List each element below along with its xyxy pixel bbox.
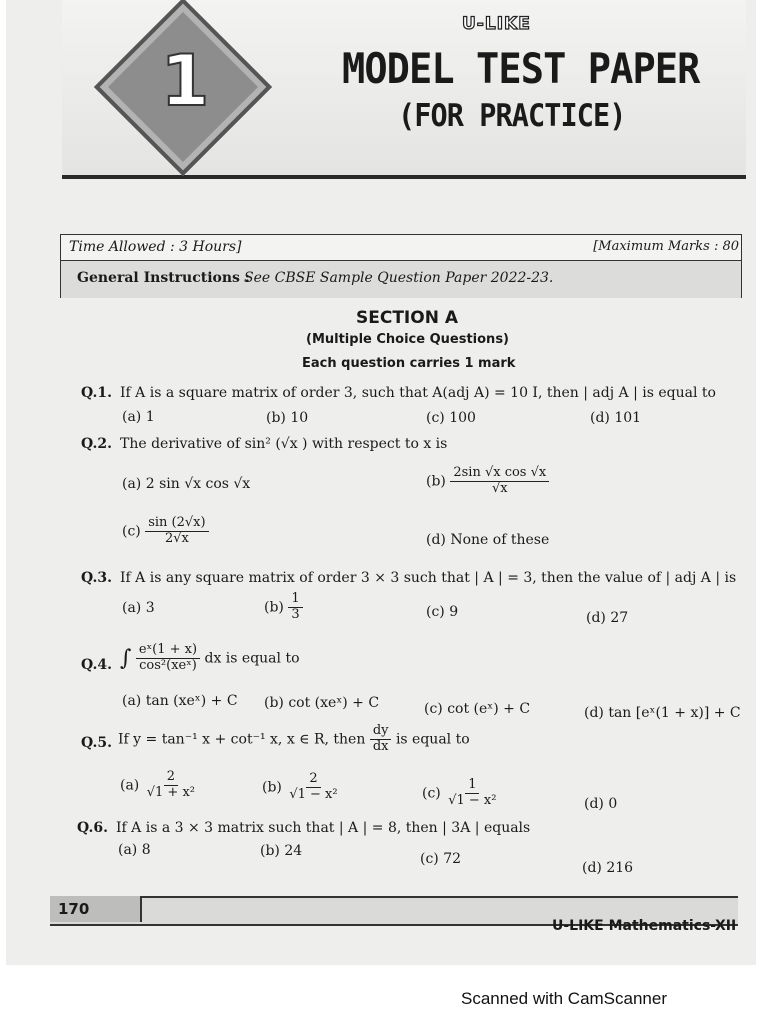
integral-sign: ∫ xyxy=(120,645,132,671)
fraction-numerator: 2 xyxy=(164,770,178,786)
fraction-denominator: cos²(xeˣ) xyxy=(139,657,197,673)
q3-option-d: (d) 27 xyxy=(586,610,629,626)
time-allowed: Time Allowed : 3 Hours] xyxy=(69,239,242,255)
q1-number: Q.1. xyxy=(81,385,112,401)
section-note: Each question carries 1 mark xyxy=(302,356,516,371)
q2-number: Q.2. xyxy=(81,436,112,452)
q5-text-post: is equal to xyxy=(395,731,470,748)
q5-derivative-fraction xyxy=(370,724,392,755)
q5-option-c xyxy=(422,778,499,809)
q4-integrand-fraction xyxy=(136,643,200,674)
q6-option-a: (a) 8 xyxy=(118,842,151,858)
q5-option-a-label: (a) xyxy=(120,777,140,794)
q2-option-b-fraction xyxy=(450,466,549,497)
q1-option-c: (c) 100 xyxy=(426,410,476,426)
q5-option-c-fraction xyxy=(445,778,499,809)
scanner-watermark: Scanned with CamScanner xyxy=(461,989,668,1008)
q4-text: is equal to xyxy=(225,650,300,667)
fraction-numerator: 2sin √x cos √x xyxy=(450,466,549,482)
q4-option-a: (a) tan (xeˣ) + C xyxy=(122,693,238,709)
q1-option-b: (b) 10 xyxy=(266,410,309,426)
q4-option-d: (d) tan [eˣ(1 + x)] + C xyxy=(584,705,741,721)
q5-option-b xyxy=(262,772,341,803)
brand-logo: U-LIKE xyxy=(462,14,531,34)
page-number-box xyxy=(50,896,142,922)
fraction-denominator: 3 xyxy=(291,606,300,622)
q4-integral xyxy=(120,643,300,674)
q1-option-a: (a) 1 xyxy=(122,409,155,425)
q5-text xyxy=(118,724,470,755)
fraction-numerator: 1 xyxy=(288,592,302,608)
fraction-denominator: √x xyxy=(491,480,508,496)
q4-option-c: (c) cot (eˣ) + C xyxy=(424,701,531,717)
q3-text: If A is any square matrix of order 3 × 3 such that | A | = 3, then the value of | adj A | is xyxy=(120,570,737,586)
fraction-numerator: sin (2√x) xyxy=(145,516,208,532)
info-box xyxy=(60,234,742,298)
q2-text: The derivative of sin² (√x ) with respect to x is xyxy=(120,436,448,452)
maximum-marks: [Maximum Marks : 80 xyxy=(593,239,739,254)
q4-number: Q.4. xyxy=(81,657,112,673)
general-instructions-row xyxy=(61,260,741,298)
q2-option-c xyxy=(122,516,209,547)
q4-option-b: (b) cot (xeˣ) + C xyxy=(264,695,380,711)
fraction-denominator: √1 + x² xyxy=(146,784,195,800)
section-subtitle: (Multiple Choice Questions) xyxy=(306,332,509,347)
paper-number: 1 xyxy=(160,40,210,122)
fraction-numerator: dy xyxy=(370,724,392,740)
q3-option-c: (c) 9 xyxy=(426,604,459,620)
q3-option-b xyxy=(264,592,303,623)
q3-number: Q.3. xyxy=(81,570,112,586)
q3-option-b-fraction xyxy=(288,592,302,623)
fraction-numerator: 1 xyxy=(465,778,479,794)
section-title: SECTION A xyxy=(356,308,459,328)
q6-option-c: (c) 72 xyxy=(420,851,462,867)
q6-number: Q.6. xyxy=(77,820,108,836)
q5-option-a-fraction xyxy=(144,770,198,801)
q2-option-c-fraction xyxy=(145,516,208,547)
q5-number: Q.5. xyxy=(81,735,112,751)
page-subtitle: (FOR PRACTICE) xyxy=(398,98,626,134)
page-number: 170 xyxy=(58,900,90,918)
q2-option-b-label: (b) xyxy=(426,473,446,490)
gi-label: General Instructions : xyxy=(77,270,250,286)
book-title: U-LIKE Mathematics-XII xyxy=(552,918,737,934)
q5-option-b-fraction xyxy=(286,772,340,803)
q1-text: If A is a square matrix of order 3, such that A(adj A) = 10 I, then | adj A | is equal to xyxy=(120,385,716,401)
q3-option-a: (a) 3 xyxy=(122,600,155,616)
q5-option-c-label: (c) xyxy=(422,785,441,802)
q4-dx: dx xyxy=(204,650,222,667)
gi-text: See CBSE Sample Question Paper 2022-23. xyxy=(244,270,554,286)
fraction-denominator: √1 − x² xyxy=(448,792,497,808)
fraction-denominator: 2√x xyxy=(164,530,189,546)
q6-option-d: (d) 216 xyxy=(582,860,634,876)
q3-option-b-label: (b) xyxy=(264,599,284,616)
q1-option-d: (d) 101 xyxy=(590,410,642,426)
fraction-numerator: 2 xyxy=(306,772,320,788)
q2-option-c-label: (c) xyxy=(122,523,141,540)
q5-option-a xyxy=(120,770,198,801)
fraction-denominator: √1 − x² xyxy=(289,786,338,802)
q5-text-pre: If y = tan⁻¹ x + cot⁻¹ x, x ∈ R, then xyxy=(118,731,366,748)
q6-option-b: (b) 24 xyxy=(260,843,303,859)
q2-option-a: (a) 2 sin √x cos √x xyxy=(122,476,251,492)
q5-option-b-label: (b) xyxy=(262,779,282,796)
fraction-numerator: eˣ(1 + x) xyxy=(136,643,200,659)
page-title: MODEL TEST PAPER xyxy=(342,44,700,93)
q6-text: If A is a 3 × 3 matrix such that | A | = 8, then | 3A | equals xyxy=(116,820,531,836)
fraction-denominator: dx xyxy=(372,738,389,754)
q2-option-d: (d) None of these xyxy=(426,532,550,548)
q2-option-b xyxy=(426,466,549,497)
q5-option-d: (d) 0 xyxy=(584,796,618,812)
